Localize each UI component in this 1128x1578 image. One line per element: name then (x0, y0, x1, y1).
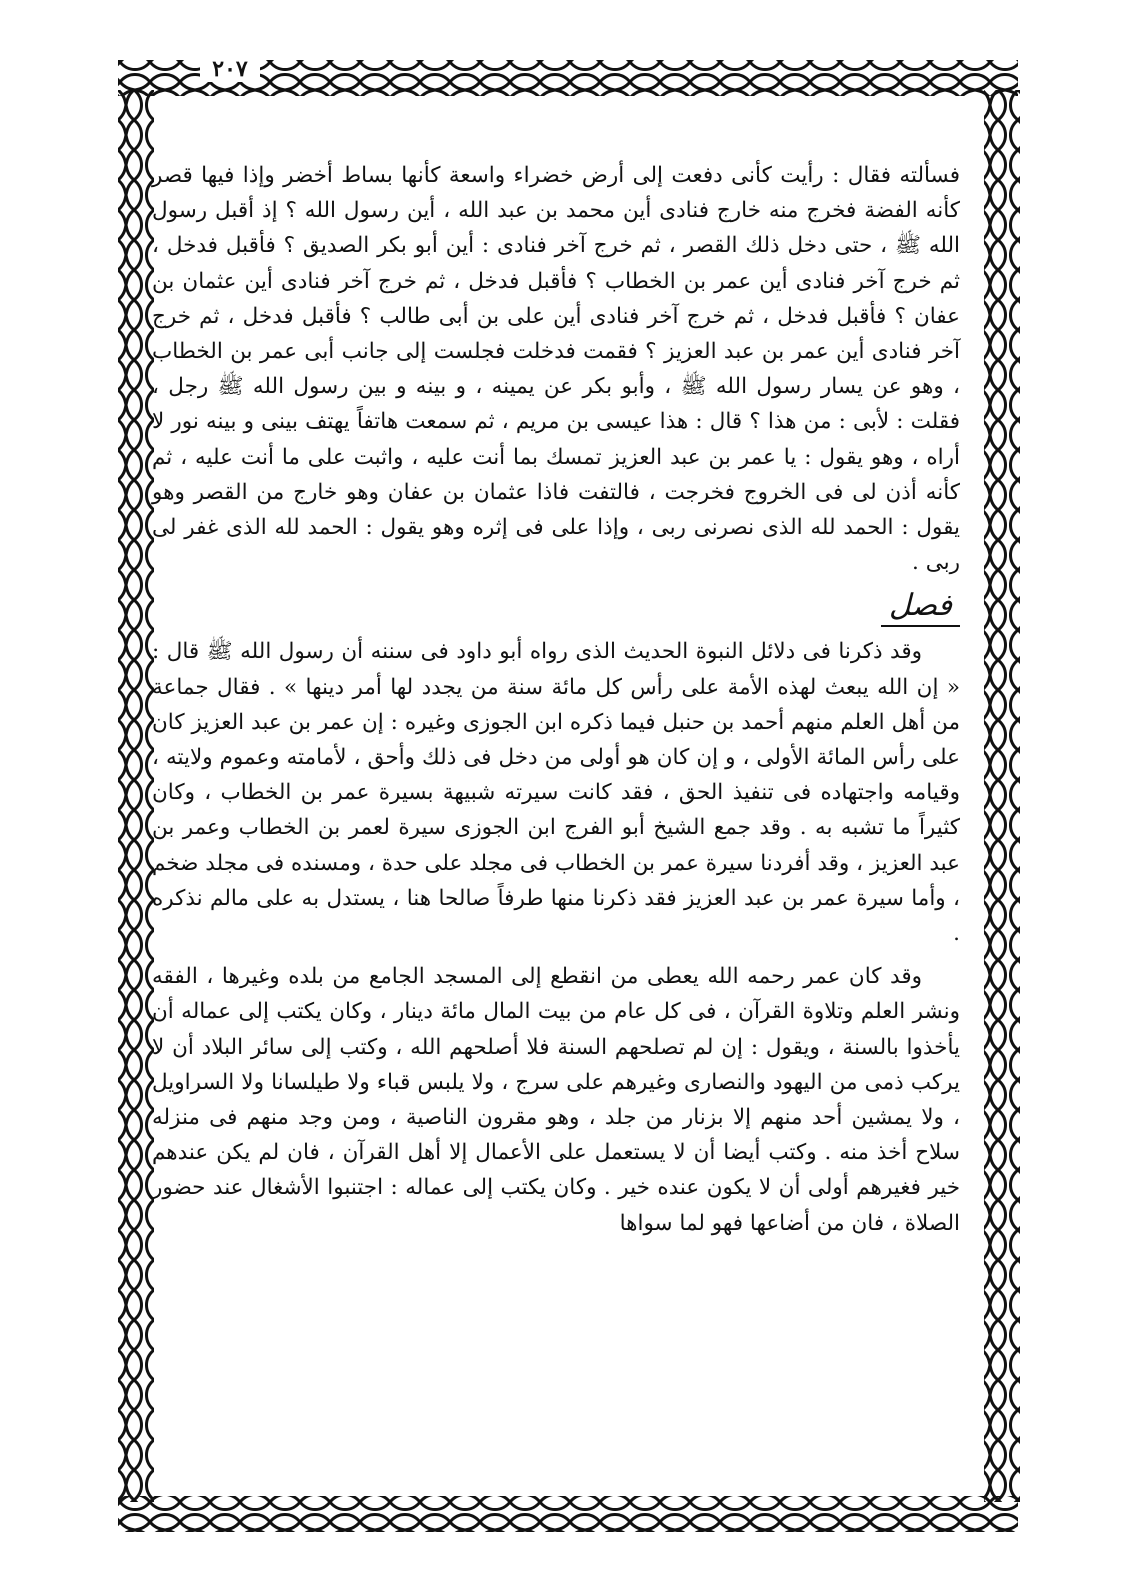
section-heading: فصل (881, 588, 960, 627)
section-heading-row (152, 580, 960, 634)
page-body (152, 158, 960, 1241)
paragraph-2: وقد ذكرنا فى دلائل النبوة الحديث الذى رواه أبو داود فى سننه أن رسول الله ﷺ قال : « إن الله يبعث لهذه الأمة على رأس كل مائة سنة من يجدد لها أمر دينها » . فقال جماعة من أهل العلم منهم أحمد بن حنبل فيما ذكره ابن الجوزى وغيره : إن عمر بن عبد العزيز كان على رأس المائة الأولى ، و إن كان هو أولى من دخل فى ذلك وأحق ، لأمامته وعموم ولايته ، وقيامه واجتهاده فى تنفيذ الحق ، فقد كانت سيرته شبيهة بسيرة عمر بن الخطاب ، وكان كثيراً ما تشبه به . وقد جمع الشيخ أبو الفرج ابن الجوزى سيرة لعمر بن الخطاب وعمر بن عبد العزيز ، وقد أفردنا سيرة عمر بن الخطاب فى مجلد على حدة ، ومسنده فى مجلد ضخم ، وأما سيرة عمر بن عبد العزيز فقد ذكرنا منها طرفاً صالحا هنا ، يستدل به على مالم نذكره . (152, 639, 960, 947)
paragraph-3: وقد كان عمر رحمه الله يعطى من انقطع إلى المسجد الجامع من بلده وغيرها ، الفقه ونشر العلم وتلاوة القرآن ، فى كل عام من بيت المال مائة دينار ، وكان يكتب إلى عماله أن يأخذوا بالسنة ، ويقول : إن لم تصلحهم السنة فلا أصلحهم الله ، وكتب إلى سائر البلاد أن لا يركب ذمى من اليهود والنصارى وغيرهم على سرج ، ولا يلبس قباء ولا طيلسانا ولا السراويل ، ولا يمشين أحد منهم إلا بزنار من جلد ، وهو مقرون الناصية ، ومن وجد منهم فى منزله سلاح أخذ منه . وكتب أيضا أن لا يستعمل على الأعمال إلا أهل القرآن ، فان لم يكن عندهم خير فغيرهم أولى أن لا يكون عنده خير . وكان يكتب إلى عماله : اجتنبوا الأشغال عند حضور الصلاة ، فان من أضاعها فهو لما سواها (152, 964, 960, 1236)
border-right (984, 90, 1020, 1502)
border-bottom (118, 1496, 1018, 1532)
paragraph-1: فسألته فقال : رأيت كأنى دفعت إلى أرض خضراء واسعة كأنها بساط أخضر وإذا فيها قصر كأنه الفضة فخرج منه خارج فنادى أين محمد بن عبد الله ، أين رسول الله ؟ إذ أقبل رسول الله ﷺ ، حتى دخل ذلك القصر ، ثم خرج آخر فنادى : أين أبو بكر الصديق ؟ فأقبل فدخل ، ثم خرج آخر فنادى أين عمر بن الخطاب ؟ فأقبل فدخل ، ثم خرج آخر فنادى أين عثمان بن عفان ؟ فأقبل فدخل ، ثم خرج آخر فنادى أين على بن أبى طالب ؟ فأقبل فدخل ، ثم خرج آخر فنادى أين عمر بن عبد العزيز ؟ فقمت فدخلت فجلست إلى جانب أبى عمر بن الخطاب ، وهو عن يسار رسول الله ﷺ ، وأبو بكر عن يمينه ، و بينه و بين رسول الله ﷺ رجل ، فقلت : لأبى : من هذا ؟ قال : هذا عيسى بن مريم ، ثم سمعت هاتفاً يهتف بينى و بينه نور لا أراه ، وهو يقول : يا عمر بن عبد العزيز تمسك بما أنت عليه ، واثبت على ما أنت عليه ، ثم كأنه أذن لى فى الخروج فخرجت ، فالتفت فاذا عثمان بن عفان وهو خارج من القصر وهو يقول : الحمد لله الذى نصرنى ربى ، وإذا على فى إثره وهو يقول : الحمد لله الذى غفر لى ربى . (152, 163, 960, 576)
border-left (118, 90, 154, 1502)
page-number: ٢٠٧ (200, 56, 260, 82)
